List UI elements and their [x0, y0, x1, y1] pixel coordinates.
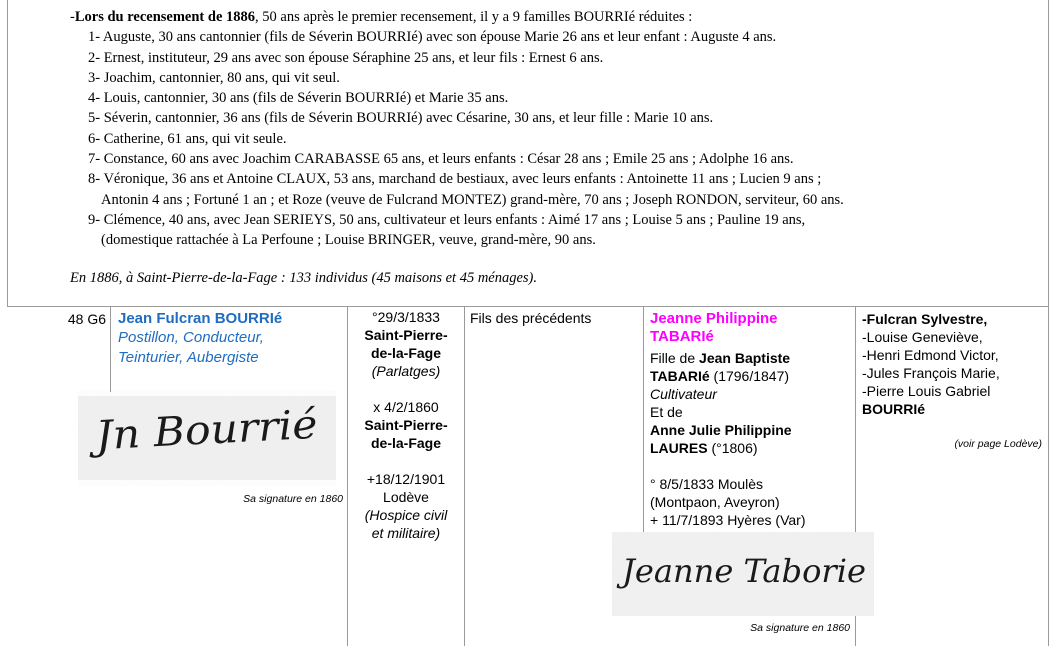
children-surname: BOURRIé [862, 401, 926, 417]
census-intro-bold: Lors du recensement de 1886 [74, 9, 256, 25]
family-5: 5- Séverin, cantonnier, 36 ans (fils de Séverin BOURRIé) avec Césarine, 30 ans, et leur fille : Marie 10 ans. [88, 110, 714, 127]
spouse-signature-image [612, 532, 874, 616]
spouse-name-line-2: TABARIé [650, 328, 714, 345]
death-place: Lodève [383, 489, 429, 505]
family-6: 6- Catherine, 61 ans, qui vit seule. [88, 130, 287, 147]
family-7: 7- Constance, 60 ans avec Joachim CARABASSE 65 ans, et leurs enfants : César 28 ans ; Emile 25 ans ; Adolphe 16 ans. [88, 151, 794, 168]
person-profession-line-2: Teinturier, Aubergiste [118, 349, 259, 366]
spouse-father-years: (1796/1847) [709, 368, 790, 384]
spouse-father-name-1: Jean Baptiste [699, 350, 791, 366]
frame-left-border [7, 0, 8, 306]
family-8-line-1: 8- Véronique, 36 ans et Antoine CLAUX, 53 ans, marchand de bestiaux, avec leurs enfants : Antoinette 11 ans ; Lucien 9 ans ; [88, 171, 822, 188]
birth-place-line-2: de-la-Fage [370, 345, 441, 361]
spouse-mother-birth: (°1806) [707, 440, 758, 456]
spouse-father-profession: Cultivateur [650, 386, 717, 402]
spouse-signature-handwriting: Jeanne Taborie [615, 552, 866, 590]
child-3: -Henri Edmond Victor, [862, 347, 999, 363]
family-9-line-1: 9- Clémence, 40 ans, avec Jean SERIEYS, 50 ans, cultivateur et leurs enfants : Aimé 17 ans ; Louise 5 ans ; Pauline 19 ans, [88, 211, 806, 228]
family-9-line-2: (domestique rattachée à La Perfoune ; Louise BRINGER, veuve, grand-mère, 90 ans. [101, 232, 596, 249]
frame-right-border [1048, 0, 1049, 646]
family-1: 1- Auguste, 30 ans cantonnier (fils de Séverin BOURRIé) avec son épouse Marie 26 ans et leur enfant : Auguste 4 ans. [88, 29, 777, 46]
spouse-father-line-2 [650, 367, 852, 385]
spouse-birth-region: (Montpaon, Aveyron) [650, 494, 780, 510]
daughter-of-label: Fille de [650, 350, 696, 366]
person-signature-caption: Sa signature en 1860 [243, 493, 343, 505]
family-3: 3- Joachim, cantonnier, 80 ans, qui vit seul. [88, 69, 340, 86]
column-divider-1 [110, 306, 111, 392]
person-name: Jean Fulcran BOURRIé [118, 310, 283, 327]
child-2: -Louise Geneviève, [862, 329, 983, 345]
birth-place-line-1: Saint-Pierre- [364, 327, 448, 343]
spouse-signature-caption: Sa signature en 1860 [750, 622, 850, 634]
spouse-birth: ° 8/5/1833 Moulès [650, 476, 764, 492]
person-profession-line-1: Postillon, Conducteur, [118, 329, 264, 346]
birth-locality: (Parlatges) [371, 363, 441, 379]
family-8-line-2: Antonin 4 ans ; Fortuné 1 an ; et Roze (veuve de Fulcrand MONTEZ) grand-mère, 70 ans ; Joseph RONDON, serviteur, 60 ans. [101, 191, 844, 208]
family-4: 4- Louis, cantonnier, 30 ans (fils de Séverin BOURRIé) et Marie 35 ans. [88, 90, 509, 107]
child-4: -Jules François Marie, [862, 365, 1000, 381]
spouse-mother-line-2 [650, 439, 852, 457]
death-date: +18/12/1901 [366, 471, 446, 487]
marriage-date: x 4/2/1860 [373, 399, 439, 415]
record-reference: 48 G6 [67, 311, 106, 327]
census-1886-section [70, 7, 1045, 288]
table-top-border [7, 306, 1049, 307]
spouse-death: + 11/7/1893 Hyères (Var) [650, 512, 806, 528]
children-see-page-note: (voir page Lodève) [954, 438, 1042, 450]
parents-cell [470, 309, 640, 327]
census-intro: -Lors du recensement de 1886, 50 ans après le premier recensement, il y a 9 familles BOURRIé réduites : [70, 9, 693, 25]
census-summary: En 1886, à Saint-Pierre-de-la-Fage : 133 individus (45 maisons et 45 ménages). [70, 269, 538, 286]
spouse-mother-name-2: LAURES [650, 440, 708, 456]
spouse-mother-name-1: Anne Julie Philippine [650, 422, 792, 438]
child-5: -Pierre Louis Gabriel [862, 383, 991, 399]
death-note-line-1: (Hospice civil [364, 507, 448, 523]
children-cell [862, 310, 1046, 418]
person-signature-image [78, 390, 336, 486]
child-1: -Fulcran Sylvestre, [862, 311, 988, 327]
person-signature-handwriting: Jn Bourrié [94, 402, 306, 460]
spouse-name-line-1: Jeanne Philippine [650, 310, 778, 327]
column-divider-3 [464, 306, 465, 646]
census-intro-rest: , 50 ans après le premier recensement, il y a 9 familles BOURRIé réduites : [255, 9, 693, 25]
spouse-father-line-1 [650, 349, 852, 367]
spouse-cell [650, 310, 852, 529]
and-of-label: Et de [650, 404, 683, 420]
parents-text: Fils des précédents [470, 310, 592, 326]
marriage-place-line-1: Saint-Pierre- [364, 417, 448, 433]
family-2: 2- Ernest, instituteur, 29 ans avec son épouse Séraphine 25 ans, et leur fils : Ernest 6 ans. [88, 49, 604, 66]
spouse-father-name-2: TABARIé [650, 368, 710, 384]
marriage-place-line-2: de-la-Fage [370, 435, 441, 451]
person-cell [118, 310, 343, 368]
death-note-line-2: et militaire) [371, 525, 441, 541]
column-divider-4 [643, 306, 644, 534]
birth-date: °29/3/1833 [372, 309, 440, 325]
dates-cell [348, 308, 464, 542]
